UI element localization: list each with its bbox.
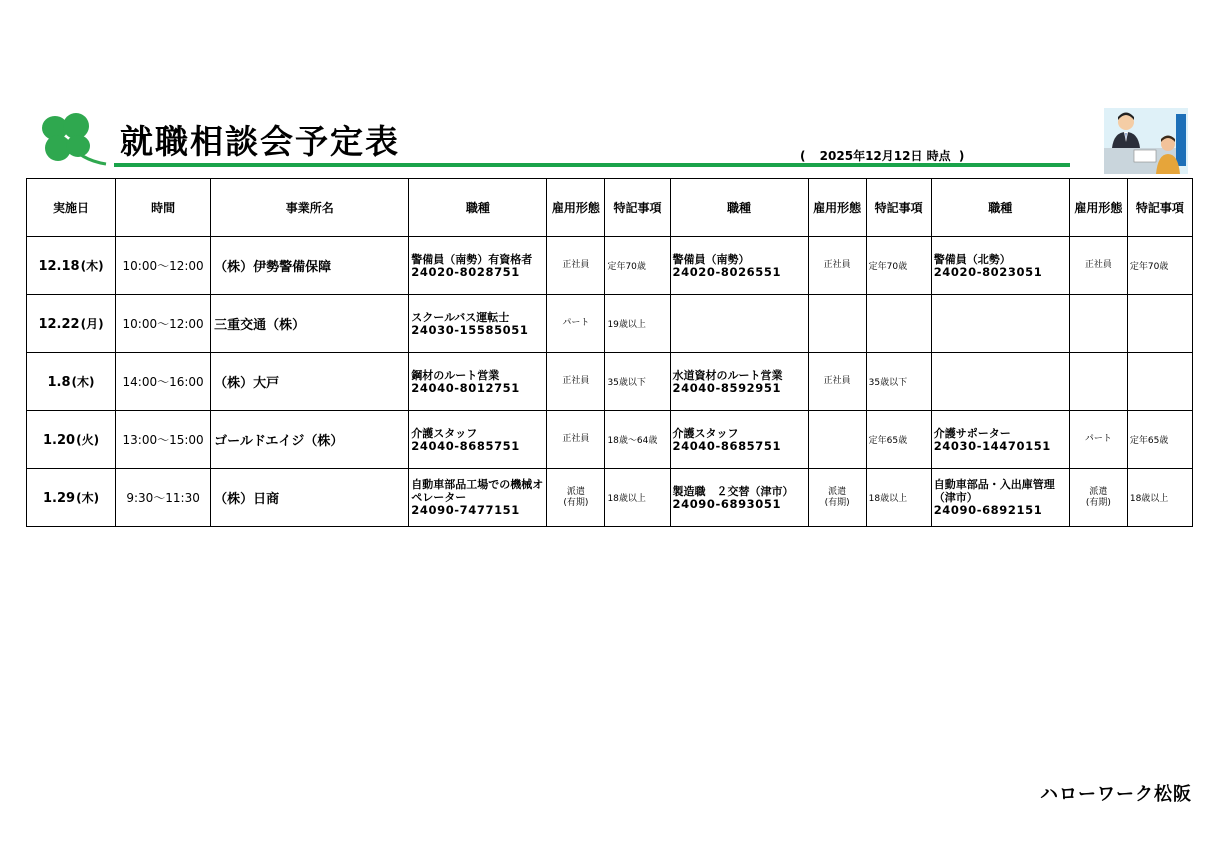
- notes-cell: 定年70歳: [1127, 237, 1192, 295]
- header-job: 職種: [670, 179, 808, 237]
- as-of-close: ): [958, 149, 965, 163]
- job-name: 水道資材のルート営業: [672, 368, 783, 382]
- employment-cell: 派遣 (有期): [1069, 469, 1127, 527]
- consultation-illustration: [1104, 108, 1188, 174]
- date-value: 12.22: [38, 317, 80, 332]
- day-of-week: (木): [71, 375, 95, 389]
- notes-cell: 18歳以上: [605, 469, 670, 527]
- time-cell: 10:00～12:00: [116, 237, 211, 295]
- job-cell: [409, 295, 547, 353]
- job-number: 24040-8685751: [411, 438, 520, 453]
- job-number: 24030-15585051: [411, 322, 529, 337]
- job-name: スクールバス運転士: [411, 310, 510, 324]
- employment-cell: [808, 411, 866, 469]
- company-cell: （株）伊勢警備保障: [211, 237, 409, 295]
- employment-cell: 正社員: [547, 353, 605, 411]
- date-cell: [27, 295, 116, 353]
- job-name: 製造職 ２交替（津市）: [672, 484, 794, 498]
- company-cell: （株）日商: [211, 469, 409, 527]
- as-of-date: [800, 148, 964, 164]
- header-employment: 雇用形態: [547, 179, 605, 237]
- job-number: 24030-14470151: [933, 438, 1051, 453]
- time-cell: 14:00～16:00: [116, 353, 211, 411]
- job-cell: [670, 469, 808, 527]
- table-row: [27, 411, 1193, 469]
- date-cell: [27, 469, 116, 527]
- header-row: [27, 179, 1193, 237]
- notes-cell: 18歳～64歳: [605, 411, 670, 469]
- job-name: 鋼材のルート営業: [411, 368, 500, 382]
- job-number: 24040-8012751: [411, 380, 520, 395]
- job-number: 24090-7477151: [411, 503, 520, 517]
- job-cell: [409, 469, 547, 527]
- notes-cell: 35歳以下: [866, 353, 931, 411]
- employment-cell: 正社員: [1069, 237, 1127, 295]
- as-of-open: (: [800, 149, 806, 163]
- job-cell: [931, 353, 1069, 411]
- job-cell: [409, 237, 547, 295]
- notes-cell: 定年70歳: [866, 237, 931, 295]
- time-cell: 13:00～15:00: [116, 411, 211, 469]
- job-number: 24020-8028751: [411, 264, 520, 279]
- job-cell: [931, 469, 1069, 527]
- table-row: [27, 353, 1193, 411]
- company-cell: ゴールドエイジ（株）: [211, 411, 409, 469]
- job-name: 介護スタッフ: [411, 426, 478, 440]
- day-of-week: (月): [80, 317, 104, 331]
- employment-cell: パート: [547, 295, 605, 353]
- as-of-text: 2025年12月12日 時点: [819, 149, 951, 163]
- employment-cell: 正社員: [547, 237, 605, 295]
- page-title: 就職相談会予定表: [120, 122, 400, 161]
- employment-cell: 正社員: [808, 237, 866, 295]
- notes-cell: [866, 295, 931, 353]
- employment-cell: [808, 295, 866, 353]
- job-number: 24020-8026551: [672, 264, 782, 279]
- header-job: 職種: [409, 179, 547, 237]
- header-company: 事業所名: [211, 179, 409, 237]
- employment-cell: 派遣 (有期): [547, 469, 605, 527]
- table-row: [27, 295, 1193, 353]
- employment-cell: 正社員: [547, 411, 605, 469]
- job-cell: [931, 411, 1069, 469]
- job-cell: [931, 237, 1069, 295]
- job-cell: [670, 295, 808, 353]
- day-of-week: (木): [76, 491, 100, 505]
- time-cell: 9:30～11:30: [116, 469, 211, 527]
- header-job: 職種: [931, 179, 1069, 237]
- notes-cell: 18歳以上: [866, 469, 931, 527]
- time-cell: 10:00～12:00: [116, 295, 211, 353]
- header-employment: 雇用形態: [808, 179, 866, 237]
- employment-cell: 正社員: [808, 353, 866, 411]
- date-value: 1.29: [43, 491, 76, 506]
- job-number: 24090-6892151: [933, 503, 1043, 517]
- notes-cell: 35歳以下: [605, 353, 670, 411]
- notes-cell: 定年65歳: [1127, 411, 1192, 469]
- notes-cell: 18歳以上: [1127, 469, 1192, 527]
- job-name: 警備員（南勢）有資格者: [411, 252, 533, 266]
- header-notes: 特記事項: [866, 179, 931, 237]
- header-notes: 特記事項: [605, 179, 670, 237]
- notes-cell: 定年65歳: [866, 411, 931, 469]
- date-value: 1.8: [47, 375, 71, 390]
- job-cell: [409, 353, 547, 411]
- notes-cell: 定年70歳: [605, 237, 670, 295]
- employment-cell: [1069, 353, 1127, 411]
- date-value: 12.18: [38, 259, 80, 274]
- header-date: 実施日: [27, 179, 116, 237]
- job-name: 介護スタッフ: [672, 426, 739, 440]
- job-cell: [409, 411, 547, 469]
- header-notes: 特記事項: [1127, 179, 1192, 237]
- company-cell: （株）大戸: [211, 353, 409, 411]
- notes-cell: [1127, 353, 1192, 411]
- job-name: 介護サポーター: [933, 426, 1011, 440]
- office-name: ハローワーク松阪: [1040, 784, 1192, 805]
- table-row: [27, 237, 1193, 295]
- header-time: 時間: [116, 179, 211, 237]
- job-cell: [670, 237, 808, 295]
- job-name: 警備員（南勢）: [672, 252, 750, 266]
- job-number: 24090-6893051: [672, 496, 782, 511]
- notes-cell: [1127, 295, 1192, 353]
- job-number: 24020-8023051: [933, 264, 1043, 279]
- job-number: 24040-8592951: [672, 380, 782, 395]
- date-cell: [27, 353, 116, 411]
- table-row: [27, 469, 1193, 527]
- date-value: 1.20: [43, 433, 76, 448]
- job-cell: [670, 411, 808, 469]
- date-cell: [27, 411, 116, 469]
- employment-cell: [1069, 295, 1127, 353]
- day-of-week: (火): [76, 433, 100, 447]
- employment-cell: パート: [1069, 411, 1127, 469]
- job-name: 自動車部品・入出庫管理 （津市）: [933, 478, 1055, 504]
- clover-icon: [36, 110, 108, 170]
- schedule-table: [26, 178, 1193, 527]
- job-name: 警備員（北勢）: [933, 252, 1011, 266]
- notes-cell: 19歳以上: [605, 295, 670, 353]
- job-cell: [670, 353, 808, 411]
- job-number: 24040-8685751: [672, 438, 782, 453]
- employment-cell: 派遣 (有期): [808, 469, 866, 527]
- company-cell: 三重交通（株）: [211, 295, 409, 353]
- job-cell: [931, 295, 1069, 353]
- day-of-week: (木): [80, 259, 104, 273]
- header-employment: 雇用形態: [1069, 179, 1127, 237]
- date-cell: [27, 237, 116, 295]
- title-underline: [114, 163, 1070, 167]
- job-name: 自動車部品工場での機械オペレーター: [411, 478, 544, 504]
